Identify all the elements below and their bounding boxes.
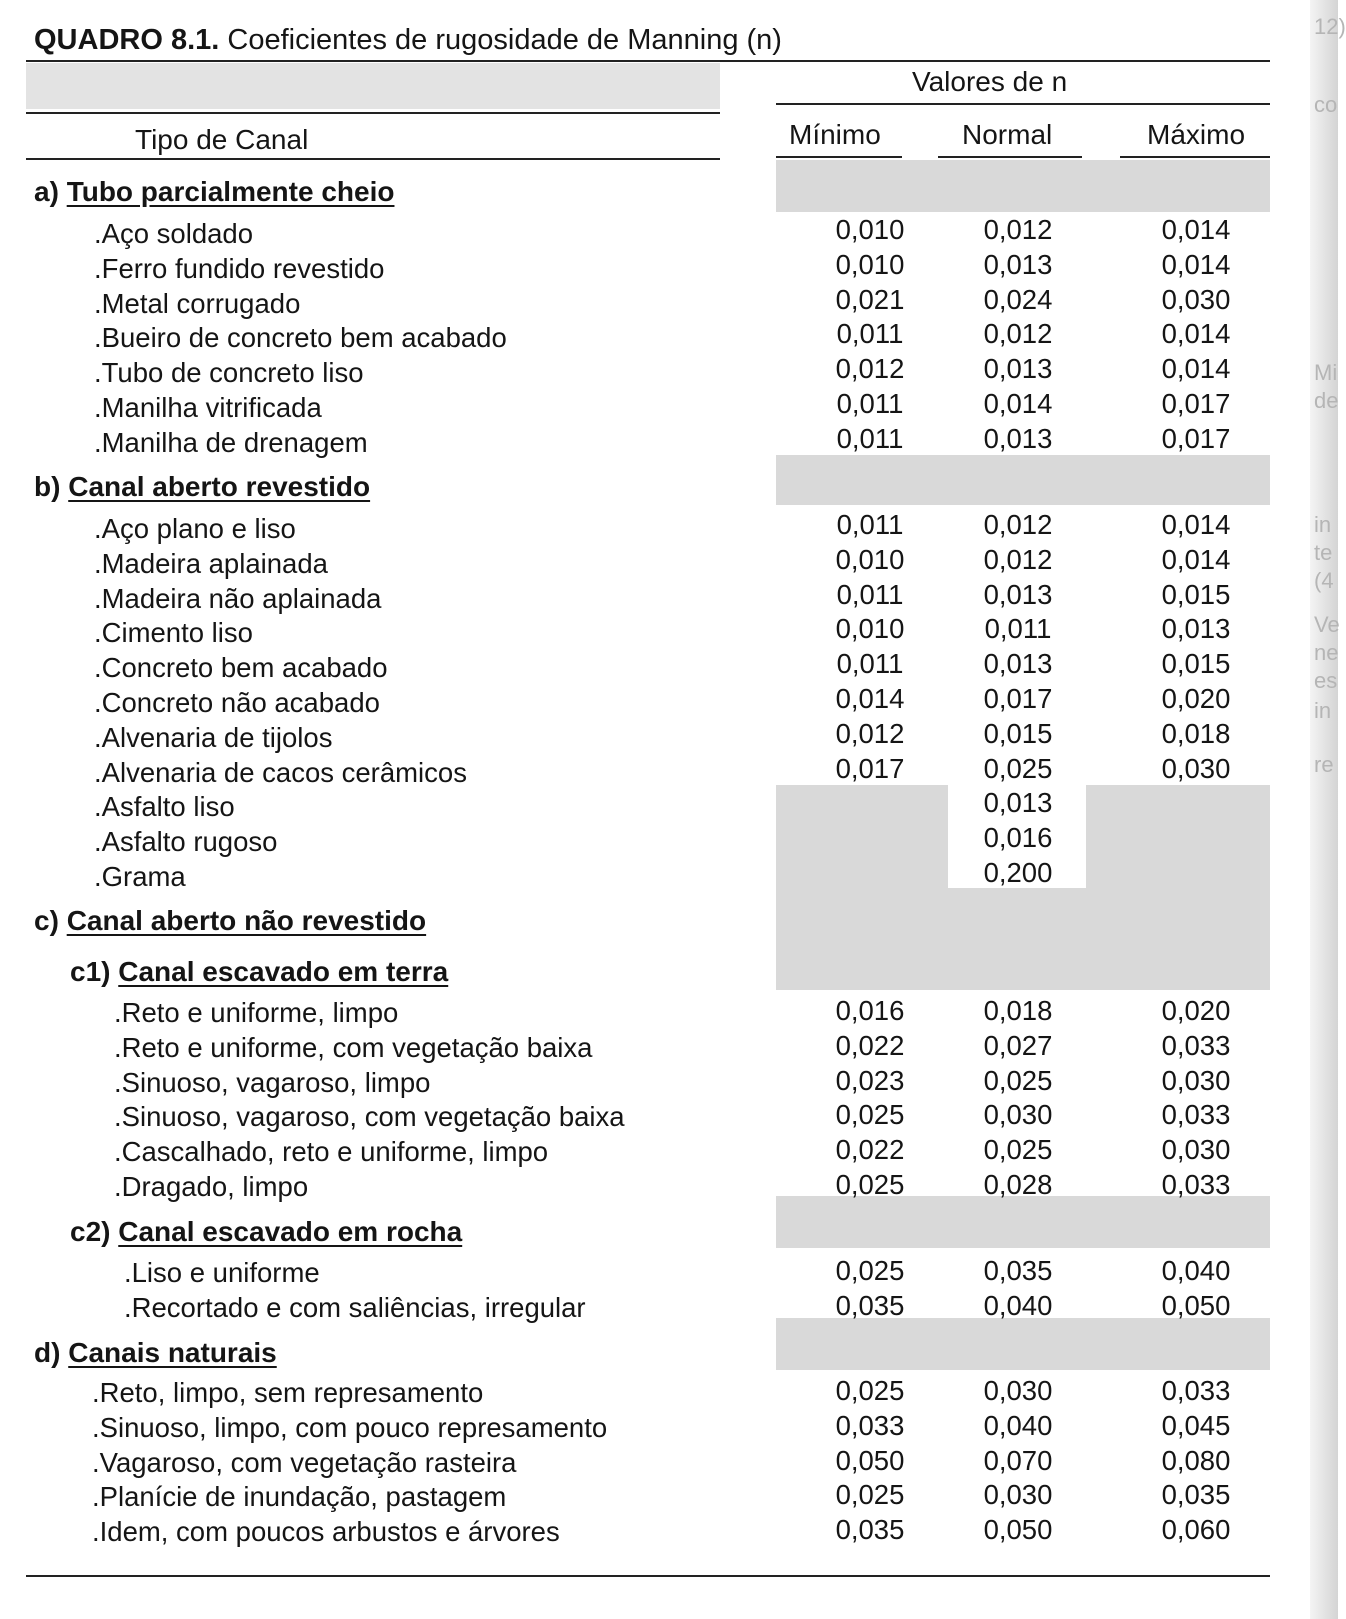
min-value: 0,025 xyxy=(835,1255,905,1286)
table-number: QUADRO 8.1. xyxy=(34,24,220,56)
normal-value: 0,015 xyxy=(983,717,1053,749)
max-value: 0,040 xyxy=(1161,1255,1231,1286)
table-row xyxy=(0,1289,1338,1328)
table-row xyxy=(0,752,1338,793)
max-value: 0,035 xyxy=(1161,1479,1231,1511)
max-value: 0,014 xyxy=(1161,509,1231,540)
section-c1-prefix: c1) xyxy=(70,956,111,987)
normal-value: 0,050 xyxy=(983,1514,1053,1546)
max-value: 0,014 xyxy=(1161,353,1231,385)
normal-value: 0,012 xyxy=(983,318,1053,350)
channel-type-label: .Asfalto liso xyxy=(94,791,235,823)
section-c-prefix: c) xyxy=(34,905,59,936)
channel-type-label: .Tubo de concreto liso xyxy=(94,357,364,389)
margin-fragment: in xyxy=(1314,512,1332,537)
channel-type-label: .Sinuoso, vagaroso, limpo xyxy=(114,1066,431,1098)
normal-value: 0,013 xyxy=(983,648,1053,680)
channel-type-label: .Reto e uniforme, com vegetação baixa xyxy=(114,1031,593,1063)
normal-value: 0,013 xyxy=(983,248,1053,280)
channel-type-label: .Idem, com poucos arbustos e árvores xyxy=(92,1516,560,1548)
margin-fragment: te xyxy=(1314,540,1333,565)
max-value: 0,033 xyxy=(1161,1169,1231,1200)
min-value: 0,011 xyxy=(836,318,904,350)
min-value: 0,010 xyxy=(835,613,905,645)
max-value: 0,050 xyxy=(1161,1289,1231,1321)
normal-value: 0,013 xyxy=(983,422,1053,454)
normal-value: 0,013 xyxy=(983,353,1053,385)
section-c2-prefix: c2) xyxy=(70,1216,111,1247)
min-value: 0,012 xyxy=(835,353,905,385)
normal-value: 0,017 xyxy=(983,683,1053,714)
channel-type-label: .Recortado e com saliências, irregular xyxy=(124,1291,586,1323)
normal-value: 0,014 xyxy=(983,388,1053,419)
channel-type-label: .Sinuoso, vagaroso, com vegetação baixa xyxy=(114,1101,625,1133)
table-row xyxy=(0,1136,1338,1172)
min-value: 0,025 xyxy=(835,1169,905,1200)
min-value: 0,025 xyxy=(835,1375,905,1406)
table-row xyxy=(0,1516,1338,1552)
normal-value: 0,027 xyxy=(983,1029,1053,1061)
min-value: 0,014 xyxy=(835,683,905,714)
section-c-heading xyxy=(34,905,426,937)
max-value: 0,030 xyxy=(1161,1134,1231,1166)
min-value: 0,011 xyxy=(836,422,904,454)
min-value: 0,012 xyxy=(835,717,905,749)
channel-type-label: .Ferro fundido revestido xyxy=(94,252,385,284)
margin-fragment: (4 xyxy=(1314,568,1334,593)
normal-value: 0,030 xyxy=(983,1099,1053,1131)
table-row xyxy=(0,1171,1338,1207)
channel-type-label: .Dragado, limpo xyxy=(114,1171,309,1202)
channel-type-label: .Cascalhado, reto e uniforme, limpo xyxy=(114,1136,549,1168)
max-column-header: Máximo xyxy=(1147,119,1246,150)
header-left-rule xyxy=(26,112,720,114)
channel-type-label: .Asfalto rugoso xyxy=(94,826,278,858)
normal-column-header: Normal xyxy=(962,119,1053,150)
normal-column-rule xyxy=(938,156,1082,158)
section-a-prefix: a) xyxy=(34,176,59,207)
channel-type-label: .Reto e uniforme, limpo xyxy=(114,997,399,1028)
table-row xyxy=(0,1257,1338,1293)
channel-type-label: .Manilha vitrificada xyxy=(94,392,322,423)
normal-value: 0,025 xyxy=(983,1064,1053,1096)
normal-value: 0,030 xyxy=(983,1375,1053,1406)
normal-value: 0,070 xyxy=(983,1444,1053,1476)
min-value: 0,022 xyxy=(835,1029,905,1061)
min-value: 0,025 xyxy=(835,1099,905,1131)
values-group-rule xyxy=(776,103,1270,105)
values-group-header: Valores de n xyxy=(912,66,1068,97)
min-value: 0,022 xyxy=(835,1134,905,1166)
channel-type-label: .Cimento liso xyxy=(94,617,253,649)
table-row xyxy=(0,1481,1338,1517)
channel-type-label: .Concreto bem acabado xyxy=(94,652,388,684)
table-row xyxy=(0,997,1338,1033)
margin-fragment: co xyxy=(1314,92,1338,117)
header-band xyxy=(26,63,720,109)
max-value: 0,045 xyxy=(1161,1409,1231,1441)
channel-type-label: .Alvenaria de cacos cerâmicos xyxy=(94,756,467,788)
normal-value: 0,016 xyxy=(983,822,1053,854)
normal-value: 0,011 xyxy=(984,613,1052,645)
title-rule xyxy=(26,60,1270,62)
section-b-title: Canal aberto revestido xyxy=(68,471,371,502)
min-value: 0,010 xyxy=(835,214,905,245)
normal-value: 0,024 xyxy=(983,283,1053,315)
margin-fragment: Ve xyxy=(1314,612,1340,637)
channel-type-label: .Sinuoso, limpo, com pouco represamento xyxy=(92,1411,608,1443)
min-value: 0,035 xyxy=(835,1514,905,1546)
normal-value: 0,035 xyxy=(983,1255,1053,1286)
min-value: 0,010 xyxy=(835,248,905,280)
normal-value: 0,013 xyxy=(983,578,1053,610)
table-row xyxy=(0,822,1338,862)
min-value: 0,050 xyxy=(835,1444,905,1476)
margin-fragment: in xyxy=(1314,698,1332,723)
normal-value: 0,025 xyxy=(983,752,1053,784)
max-value: 0,033 xyxy=(1161,1029,1231,1061)
normal-value: 0,028 xyxy=(983,1169,1053,1200)
channel-type-label: .Concreto não acabado xyxy=(94,687,380,718)
table-caption: Coeficientes de rugosidade de Manning (n) xyxy=(219,24,782,56)
min-value: 0,010 xyxy=(835,543,905,575)
max-value: 0,013 xyxy=(1161,613,1231,645)
section-c1-title: Canal escavado em terra xyxy=(118,956,449,987)
section-c1-heading xyxy=(70,956,448,988)
max-value: 0,033 xyxy=(1161,1099,1231,1131)
max-value: 0,030 xyxy=(1161,752,1231,784)
normal-value: 0,013 xyxy=(983,787,1053,819)
normal-value: 0,018 xyxy=(983,995,1053,1026)
channel-type-label: .Aço plano e liso xyxy=(94,513,296,544)
max-value: 0,060 xyxy=(1161,1514,1231,1546)
table-row xyxy=(0,787,1338,827)
min-value: 0,033 xyxy=(835,1409,905,1441)
max-value: 0,030 xyxy=(1161,1064,1231,1096)
channel-type-label: .Madeira não aplainada xyxy=(94,582,382,614)
section-c2-title: Canal escavado em rocha xyxy=(118,1216,463,1247)
min-value: 0,025 xyxy=(835,1479,905,1511)
channel-type-label: .Metal corrugado xyxy=(94,287,301,319)
margin-fragment: Mi xyxy=(1314,360,1338,385)
channel-type-label: .Bueiro de concreto bem acabado xyxy=(94,322,507,354)
table-row xyxy=(0,1409,1338,1448)
type-column-header: Tipo de Canal xyxy=(135,124,309,155)
channel-type-label: .Planície de inundação, pastagem xyxy=(92,1481,507,1513)
table-row xyxy=(0,1377,1338,1413)
max-value: 0,018 xyxy=(1161,717,1231,749)
min-value: 0,011 xyxy=(836,509,904,540)
section-a-title: Tubo parcialmente cheio xyxy=(66,176,395,207)
channel-type-label: .Alvenaria de tijolos xyxy=(94,721,333,753)
margin-fragment: 12) xyxy=(1314,14,1346,39)
margin-fragment: re xyxy=(1314,752,1334,777)
normal-value: 0,012 xyxy=(983,214,1053,245)
max-value: 0,014 xyxy=(1161,214,1231,245)
section-d-title: Canais naturais xyxy=(68,1337,277,1368)
table-bottom-rule xyxy=(26,1575,1270,1577)
section-d-heading xyxy=(34,1337,277,1369)
normal-value: 0,200 xyxy=(983,857,1053,888)
table-row xyxy=(0,1444,1338,1483)
min-value: 0,035 xyxy=(835,1289,905,1321)
min-column-header: Mínimo xyxy=(789,119,881,150)
table-row xyxy=(0,857,1338,897)
channel-type-label: .Grama xyxy=(94,861,186,892)
max-value: 0,015 xyxy=(1161,648,1231,680)
section-b-prefix: b) xyxy=(34,471,61,502)
max-column-rule xyxy=(1120,156,1270,158)
channel-type-label: .Manilha de drenagem xyxy=(94,426,368,458)
min-column-rule xyxy=(776,156,902,158)
min-value: 0,023 xyxy=(835,1064,905,1096)
normal-value: 0,040 xyxy=(983,1409,1053,1441)
margin-fragment: de xyxy=(1314,388,1339,413)
section-b-heading xyxy=(34,471,370,503)
normal-value: 0,025 xyxy=(983,1134,1053,1166)
channel-type-label: .Aço soldado xyxy=(94,218,253,249)
min-value: 0,016 xyxy=(835,995,905,1026)
channel-type-label: .Vagaroso, com vegetação rasteira xyxy=(92,1446,517,1478)
max-value: 0,014 xyxy=(1161,318,1231,350)
max-value: 0,017 xyxy=(1161,388,1231,419)
table-title xyxy=(34,24,782,57)
channel-type-label: .Madeira aplainada xyxy=(94,547,328,579)
section-c2-heading xyxy=(70,1216,462,1248)
margin-fragment: es xyxy=(1314,668,1338,693)
band-section-a xyxy=(776,160,1270,212)
min-value: 0,011 xyxy=(836,578,904,610)
normal-value: 0,012 xyxy=(983,509,1053,540)
header-left-bottom-rule xyxy=(26,158,720,160)
normal-value: 0,040 xyxy=(983,1289,1053,1321)
section-a-heading xyxy=(34,176,394,208)
normal-value: 0,030 xyxy=(983,1479,1053,1511)
normal-value: 0,012 xyxy=(983,543,1053,575)
min-value: 0,017 xyxy=(835,752,905,784)
table-row xyxy=(0,1064,1338,1103)
channel-type-label: .Liso e uniforme xyxy=(124,1257,320,1288)
max-value: 0,020 xyxy=(1161,995,1231,1026)
min-value: 0,021 xyxy=(835,283,905,315)
min-value: 0,011 xyxy=(836,388,904,419)
max-value: 0,017 xyxy=(1161,422,1231,454)
margin-fragment: ne xyxy=(1314,640,1339,665)
table-row xyxy=(0,1029,1338,1068)
max-value: 0,015 xyxy=(1161,578,1231,610)
max-value: 0,014 xyxy=(1161,248,1231,280)
max-value: 0,014 xyxy=(1161,543,1231,575)
max-value: 0,020 xyxy=(1161,683,1231,714)
max-value: 0,080 xyxy=(1161,1444,1231,1476)
section-c-title: Canal aberto não revestido xyxy=(66,905,427,936)
table-row xyxy=(0,422,1338,463)
max-value: 0,033 xyxy=(1161,1375,1231,1406)
min-value: 0,011 xyxy=(836,648,904,680)
max-value: 0,030 xyxy=(1161,283,1231,315)
section-d-prefix: d) xyxy=(34,1337,61,1368)
table-row xyxy=(0,1101,1338,1137)
channel-type-label: .Reto, limpo, sem represamento xyxy=(92,1377,484,1408)
